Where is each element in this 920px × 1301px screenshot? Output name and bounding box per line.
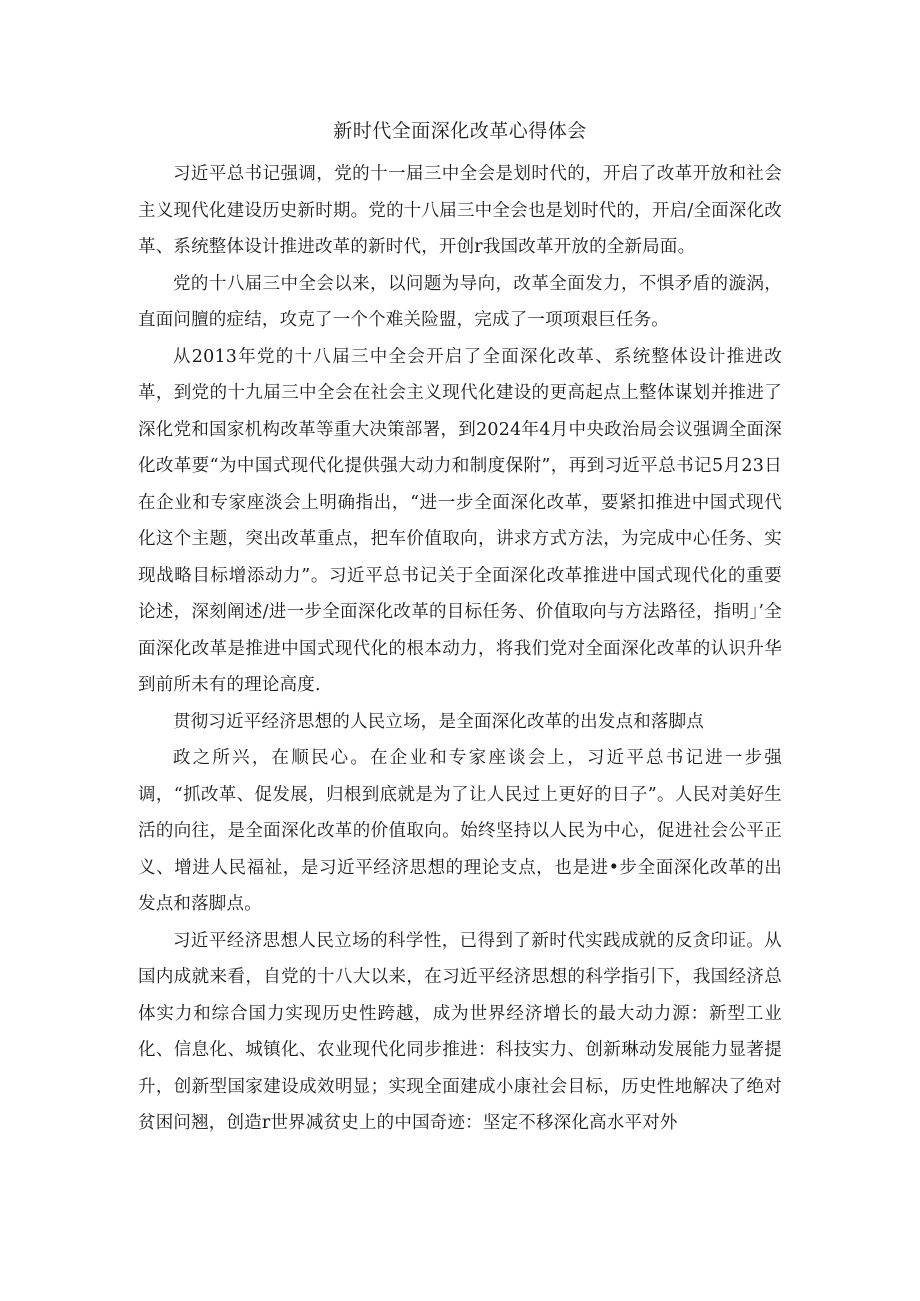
- paragraph-2: 党的十八届三中全会以来，以问题为导向，改革全面发力，不惧矛盾的漩涡，直面问膻的症结，攻克了一个个难关险盟，完成了一项项艰巨任务。: [138, 273, 782, 330]
- document-title: 新时代全面深化改革心得体会: [333, 120, 587, 142]
- section-heading: 贯彻习近平经济思想的人民立场，是全面深化改革的出发点和落脚点: [173, 711, 704, 732]
- paragraph-5: 习近平经济思想人民立场的科学性，已得到了新时代实践成就的反贪印证。从国内成就来看，自党的十八大以来，在习近平经济思想的科学指引下，我国经济总体实力和综合国力实现历史性跨越，成为世界经济增长的最大动力源：新型工业化、信息化、城镇化、农业现代化同步推进：科技实力、创新琳动发展能力显著提升，创新型国家建设成效明显；实现全面建成小康社会目标，历史性地解决了绝对贫困问翘，创造r世界减贫史上的中国奇迹：坚定不移深化高水平对外: [138, 930, 782, 1133]
- paragraph-3: 从2013年党的十八届三中全会开启了全面深化改革、系统整体设计推进改革，到党的十九届三中全会在社会主义现代化建设的更高起点上整体谋划并推进了深化党和国家机构改革等重大决策部署，到2024年4月中央政治局会议强调全面深化改革要“为中国式现代化提供强大动力和制度保附”，再到习近平总书记5月23日在企业和专家座淡会上明确指出，“进一步全面深化改革，要紧扣推进中国式现代化这个主题，突出改革重点，把车价值取向，讲求方式方法，为完成中心任务、实现战略目标增添动力”。习近平总书记关于全面深化改革推进中国式现代化的重要论述，深刻阐述/进一步全面深化改革的目标任务、价值取向与方法路径，指明」’全面深化改革是推进中国式现代化的根本动力，将我们党对全面深化改革的认识升华到前所未有的理论高度.: [138, 346, 782, 695]
- paragraph-1: 习近平总书记强调，党的十一届三中全会是划时代的，开启了改革开放和社会主义现代化建设历史新时期。党的十八届三中全会也是划时代的，开启/全面深化改革、系统整体设计推进改革的新时代，开创r我国改革开放的全新局面。: [138, 164, 782, 257]
- paragraph-4: 政之所兴，在顺民心。在企业和专家座谈会上，习近平总书记进一步强调，“抓改革、促发展，归根到底就是为了让人民过上更好的日子”。人民对美好生活的向往，是全面深化改革的价值取向。始终坚持以人民为中心，促进社会公平正义、增进人民福祉，是习近平经济思想的理论支点，也是进•步全面深化改革的出发点和落脚点。: [138, 748, 782, 914]
